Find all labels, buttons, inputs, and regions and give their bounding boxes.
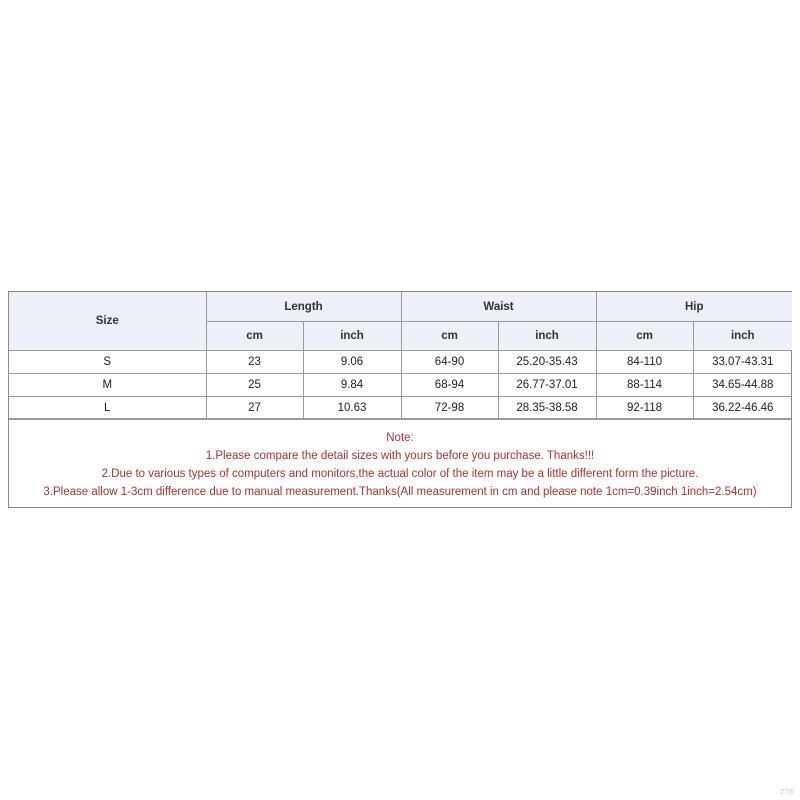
table-row xyxy=(9,351,792,374)
waist-header: Waist xyxy=(401,292,596,322)
notes-section xyxy=(9,418,791,508)
waist-inch-cell: 28.35-38.58 xyxy=(498,397,596,420)
hip-inch-header: inch xyxy=(693,322,792,351)
size-column-header: Size xyxy=(9,292,206,351)
table-row xyxy=(9,397,792,420)
length-cm-cell: 27 xyxy=(206,397,303,420)
waist-inch-cell: 26.77-37.01 xyxy=(498,374,596,397)
hip-inch-cell: 36.22-46.46 xyxy=(693,397,792,420)
length-inch-cell: 9.84 xyxy=(303,374,401,397)
size-cell: L xyxy=(9,397,206,420)
length-header: Length xyxy=(206,292,401,322)
length-inch-cell: 9.06 xyxy=(303,351,401,374)
hip-cm-cell: 84-110 xyxy=(596,351,693,374)
watermark: Z7III xyxy=(779,789,794,796)
length-cm-header: cm xyxy=(206,322,303,351)
length-inch-cell: 10.63 xyxy=(303,397,401,420)
length-cm-cell: 25 xyxy=(206,374,303,397)
size-chart xyxy=(8,291,792,508)
hip-cm-header: cm xyxy=(596,322,693,351)
header-row xyxy=(9,292,792,322)
size-cell: S xyxy=(9,351,206,374)
hip-inch-cell: 33.07-43.31 xyxy=(693,351,792,374)
length-cm-cell: 23 xyxy=(206,351,303,374)
hip-cm-cell: 88-114 xyxy=(596,374,693,397)
hip-inch-cell: 34.65-44.88 xyxy=(693,374,792,397)
size-table xyxy=(9,292,792,420)
waist-cm-cell: 72-98 xyxy=(401,397,498,420)
hip-header: Hip xyxy=(596,292,792,322)
waist-inch-cell: 25.20-35.43 xyxy=(498,351,596,374)
size-cell: M xyxy=(9,374,206,397)
note-line-3: 3.Please allow 1-3cm difference due to manual measurement.Thanks(All measurement in cm and please note 1cm=0.39inch 1inch=2.54cm) xyxy=(43,486,757,498)
note-line-2: 2.Due to various types of computers and monitors,the actual color of the item may be a little different form the picture. xyxy=(101,468,699,480)
hip-cm-cell: 92-118 xyxy=(596,397,693,420)
waist-cm-header: cm xyxy=(401,322,498,351)
waist-inch-header: inch xyxy=(498,322,596,351)
table-row xyxy=(9,374,792,397)
length-inch-header: inch xyxy=(303,322,401,351)
note-line-1: 1.Please compare the detail sizes with yours before you purchase. Thanks!!! xyxy=(205,450,595,462)
waist-cm-cell: 64-90 xyxy=(401,351,498,374)
note-title: Note: xyxy=(386,432,414,444)
waist-cm-cell: 68-94 xyxy=(401,374,498,397)
